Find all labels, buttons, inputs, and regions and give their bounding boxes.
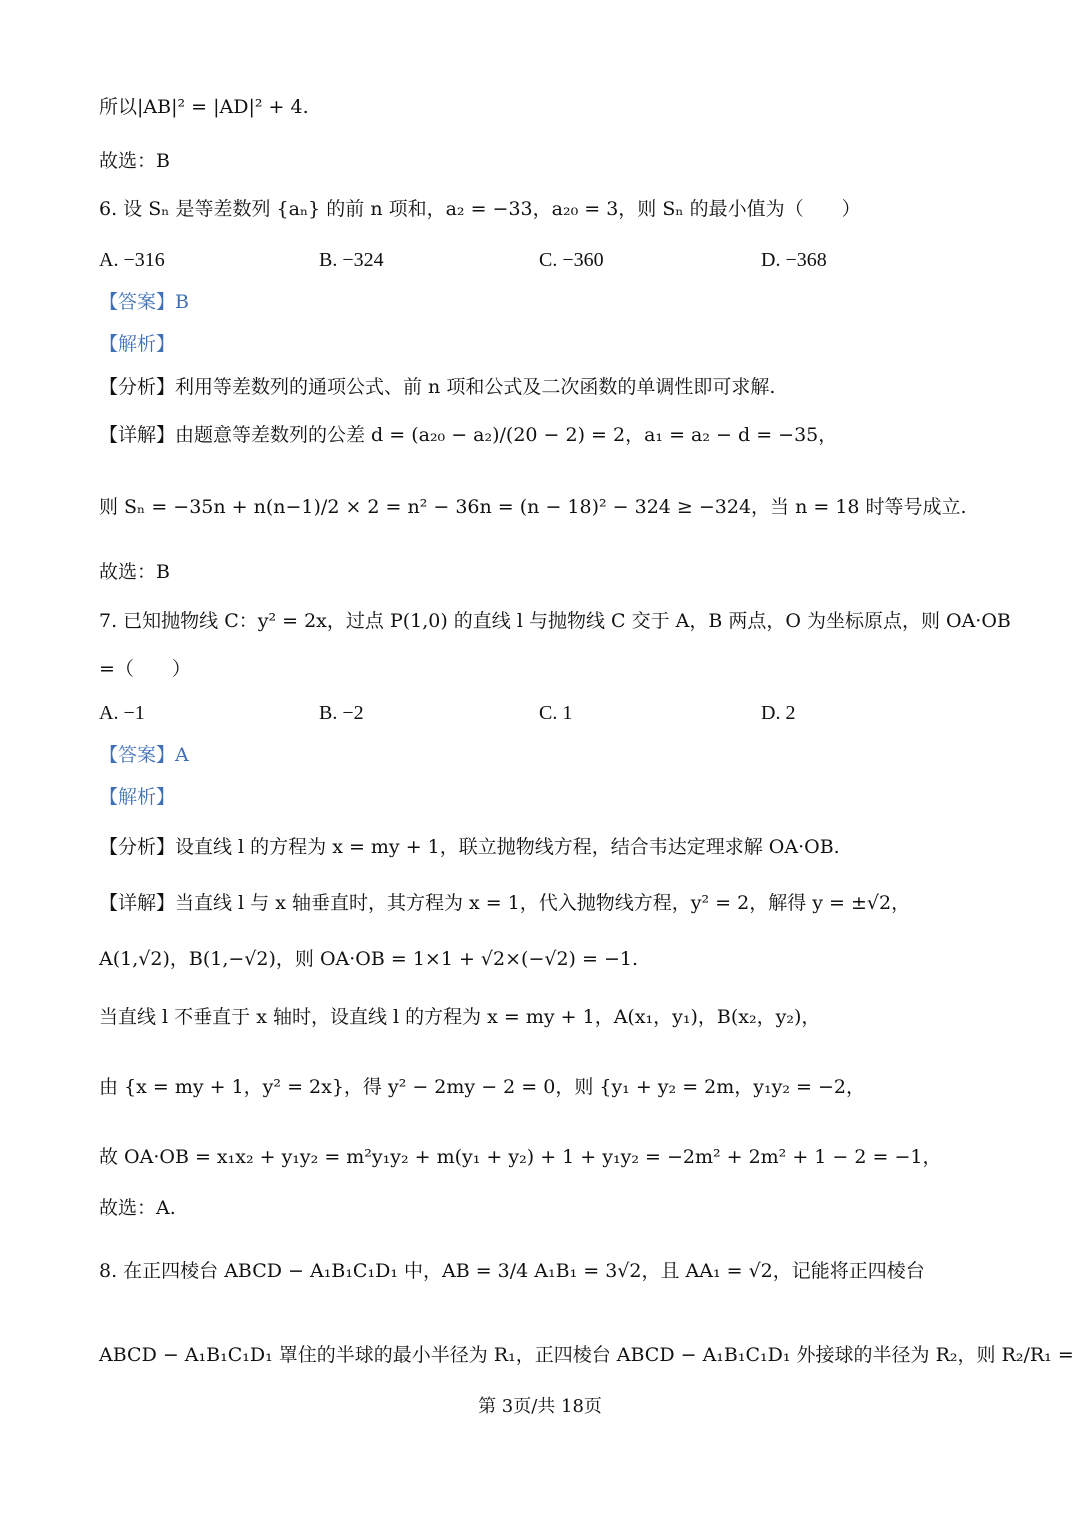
detail-line: A(1,√2)，B(1,−√2)，则 OA·OB = 1×1 + √2×(−√2) = −1.: [99, 948, 639, 970]
answer-tag: 【答案】B: [99, 291, 189, 313]
q7-option-c: C. 1: [539, 702, 573, 724]
question-8-cont: ABCD − A₁B₁C₁D₁ 罩住的半球的最小半径为 R₁，正四棱台 ABCD − A₁B₁C₁D₁ 外接球的半径为 R₂，则 R₂/R₁ =: [99, 1344, 1074, 1366]
detail-line: 故 OA·OB = x₁x₂ + y₁y₂ = m²y₁y₂ + m(y₁ + y₂) + 1 + y₁y₂ = −2m² + 2m² + 1 − 2 = −1，: [99, 1146, 942, 1168]
q6-option-d: D. −368: [761, 249, 827, 271]
text-line: 所以|AB|² = |AD|² + 4.: [99, 96, 309, 118]
page-footer: 第 3页/共 18页: [478, 1396, 602, 1417]
question-6: 6. 设 Sₙ 是等差数列 {aₙ} 的前 n 项和，a₂ = −33，a₂₀ = 3，则 Sₙ 的最小值为（ ）: [99, 198, 861, 220]
q7-option-b: B. −2: [319, 702, 364, 724]
q6-option-c: C. −360: [539, 249, 604, 271]
detail-line: 【详解】由题意等差数列的公差 d = (a₂₀ − a₂)/(20 − 2) = 2，a₁ = a₂ − d = −35，: [99, 424, 838, 446]
detail-line: 由 {x = my + 1，y² = 2x}，得 y² − 2my − 2 = 0，则 {y₁ + y₂ = 2m，y₁y₂ = −2，: [99, 1076, 865, 1098]
answer-choice-line: 故选：A.: [99, 1197, 176, 1219]
analysis-summary: 【分析】设直线 l 的方程为 x = my + 1，联立抛物线方程，结合韦达定理求解 OA·OB.: [99, 836, 840, 858]
analysis-tag: 【解析】: [99, 786, 176, 808]
q6-option-a: A. −316: [99, 249, 165, 271]
answer-choice-line: 故选：B: [99, 561, 170, 583]
analysis-tag: 【解析】: [99, 333, 176, 355]
question-8: 8. 在正四棱台 ABCD − A₁B₁C₁D₁ 中，AB = 3/4 A₁B₁ = 3√2，且 AA₁ = √2，记能将正四棱台: [99, 1260, 925, 1282]
q7-option-a: A. −1: [99, 702, 145, 724]
analysis-summary: 【分析】利用等差数列的通项公式、前 n 项和公式及二次函数的单调性即可求解.: [99, 376, 776, 398]
detail-line: 当直线 l 不垂直于 x 轴时，设直线 l 的方程为 x = my + 1，A(x₁，y₁)，B(x₂，y₂)，: [99, 1006, 821, 1028]
answer-tag: 【答案】A: [99, 744, 189, 766]
detail-line: 【详解】当直线 l 与 x 轴垂直时，其方程为 x = 1，代入抛物线方程，y² = 2，解得 y = ±√2，: [99, 892, 911, 914]
detail-line: 则 Sₙ = −35n + n(n−1)/2 × 2 = n² − 36n = (n − 18)² − 324 ≥ −324，当 n = 18 时等号成立.: [99, 496, 967, 518]
question-7-cont: =（ ）: [99, 658, 191, 680]
q7-option-d: D. 2: [761, 702, 796, 724]
question-7: 7. 已知抛物线 C：y² = 2x，过点 P(1,0) 的直线 l 与抛物线 C 交于 A，B 两点，O 为坐标原点，则 OA·OB: [99, 610, 1011, 632]
q6-option-b: B. −324: [319, 249, 384, 271]
answer-choice-line: 故选：B: [99, 150, 170, 172]
